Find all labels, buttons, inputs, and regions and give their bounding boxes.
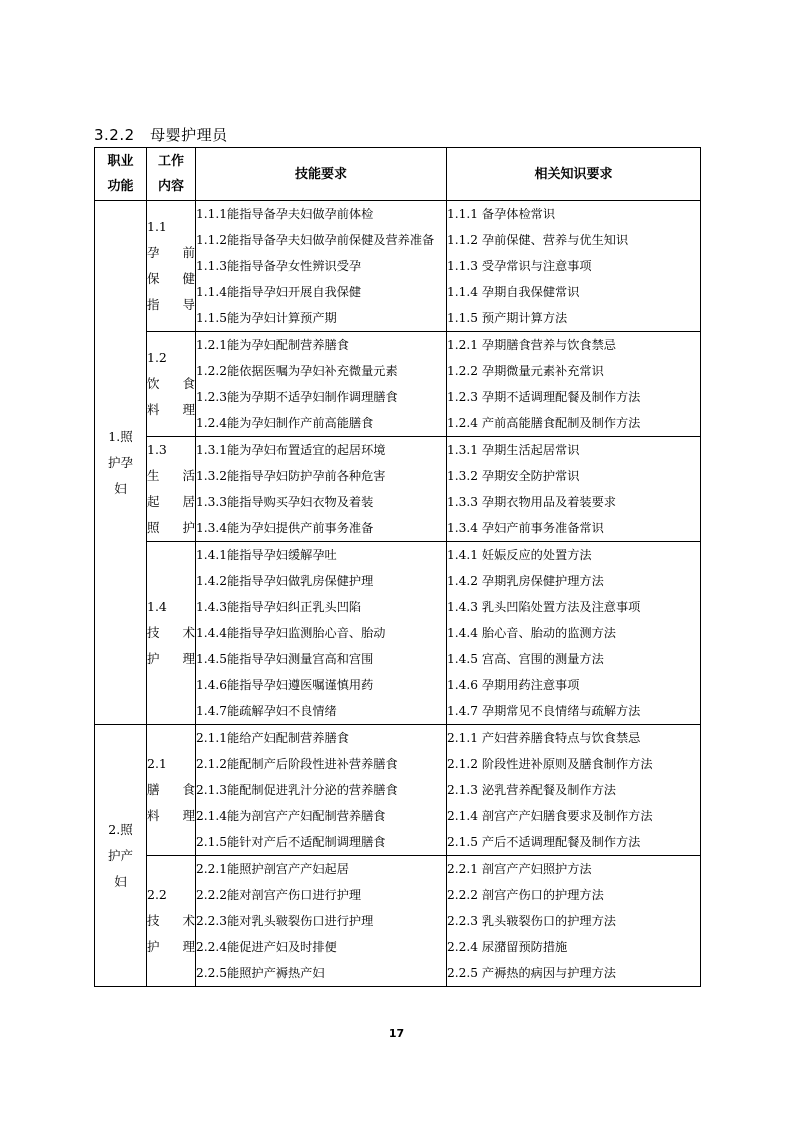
skill-item: 1.3.1能为孕妇布置适宜的起居环境 bbox=[196, 443, 386, 457]
knowledge-item: 1.1.2 孕前保健、营养与优生知识 bbox=[447, 233, 629, 247]
knowledge-item: 1.4.4 胎心音、胎动的监测方法 bbox=[447, 626, 616, 640]
knowledge-item: 2.2.2 剖宫产伤口的护理方法 bbox=[447, 888, 604, 902]
skill-item: 1.1.1能指导备孕夫妇做孕前体检 bbox=[196, 207, 374, 221]
header-work-line-2: 内容 bbox=[157, 179, 184, 194]
knowledge-item: 1.2.3 孕期不适调理配餐及制作方法 bbox=[447, 390, 641, 404]
header-function-line-1: 职业 bbox=[107, 154, 134, 169]
header-function bbox=[95, 148, 147, 201]
knowledge-item: 1.4.6 孕期用药注意事项 bbox=[447, 678, 580, 692]
knowledge-cell bbox=[447, 332, 701, 437]
skill-item: 2.1.3能配制促进乳汁分泌的营养膳食 bbox=[196, 783, 398, 797]
skills-cell bbox=[196, 437, 447, 542]
work-label-line: 料理 bbox=[147, 402, 195, 417]
table-row bbox=[95, 201, 701, 332]
work-content-cell bbox=[147, 437, 196, 542]
work-label-line: 生活 bbox=[147, 468, 195, 483]
function-label-line: 1.照 bbox=[108, 428, 133, 444]
work-label-line: 2.1 bbox=[147, 756, 167, 771]
work-content-cell bbox=[147, 725, 196, 856]
knowledge-item: 2.1.4 剖宫产产妇膳食要求及制作方法 bbox=[447, 809, 653, 823]
work-label-line: 技术 bbox=[147, 625, 195, 640]
knowledge-item: 1.1.5 预产期计算方法 bbox=[447, 311, 568, 325]
header-knowledge: 相关知识要求 bbox=[447, 148, 701, 201]
skill-item: 1.3.4能为孕妇提供产前事务准备 bbox=[196, 521, 374, 535]
page-number: 17 bbox=[388, 1027, 405, 1040]
knowledge-item: 1.4.5 宫高、宫围的测量方法 bbox=[447, 652, 604, 666]
knowledge-item: 1.2.4 产前高能膳食配制及制作方法 bbox=[447, 416, 641, 430]
knowledge-item: 2.2.3 乳头皲裂伤口的护理方法 bbox=[447, 914, 616, 928]
knowledge-item: 2.2.1 剖宫产产妇照护方法 bbox=[447, 862, 592, 876]
skill-item: 1.1.5能为孕妇计算预产期 bbox=[196, 311, 337, 325]
knowledge-item: 1.3.1 孕期生活起居常识 bbox=[447, 443, 580, 457]
skill-item: 2.1.1能给产妇配制营养膳食 bbox=[196, 731, 349, 745]
header-work bbox=[147, 148, 196, 201]
skill-item: 2.1.2能配制产后阶段性进补营养膳食 bbox=[196, 757, 398, 771]
skill-item: 1.2.1能为孕妇配制营养膳食 bbox=[196, 338, 349, 352]
skill-item: 2.1.4能为剖宫产产妇配制营养膳食 bbox=[196, 809, 386, 823]
skill-item: 1.4.5能指导孕妇测量宫高和宫围 bbox=[196, 652, 374, 666]
knowledge-item: 1.4.2 孕期乳房保健护理方法 bbox=[447, 574, 604, 588]
work-label-line: 膳食 bbox=[147, 782, 195, 797]
knowledge-item: 1.3.3 孕期衣物用品及着装要求 bbox=[447, 495, 616, 509]
work-label-line: 饮食 bbox=[147, 376, 195, 391]
table-row bbox=[95, 437, 701, 542]
table-row bbox=[95, 856, 701, 987]
skill-item: 1.4.7能疏解孕妇不良情绪 bbox=[196, 704, 337, 718]
function-label-line: 妇 bbox=[114, 873, 127, 889]
knowledge-item: 2.1.3 泌乳营养配餐及制作方法 bbox=[447, 783, 616, 797]
knowledge-cell bbox=[447, 542, 701, 725]
work-label-line: 指导 bbox=[147, 297, 195, 312]
skill-item: 1.2.2能依据医嘱为孕妇补充微量元素 bbox=[196, 364, 398, 378]
table-header-row bbox=[95, 148, 701, 201]
skill-requirements-table bbox=[94, 147, 701, 987]
skills-cell bbox=[196, 332, 447, 437]
knowledge-cell bbox=[447, 437, 701, 542]
work-label-line: 护理 bbox=[147, 939, 195, 954]
skill-item: 1.4.6能指导孕妇遵医嘱谨慎用药 bbox=[196, 678, 374, 692]
skills-cell bbox=[196, 201, 447, 332]
knowledge-item: 1.4.3 乳头凹陷处置方法及注意事项 bbox=[447, 600, 641, 614]
knowledge-item: 1.1.3 受孕常识与注意事项 bbox=[447, 259, 592, 273]
work-label-line: 保健 bbox=[147, 271, 195, 286]
knowledge-item: 1.4.1 妊娠反应的处置方法 bbox=[447, 548, 592, 562]
knowledge-item: 1.4.7 孕期常见不良情绪与疏解方法 bbox=[447, 704, 641, 718]
skill-item: 2.2.1能照护剖宫产产妇起居 bbox=[196, 862, 349, 876]
knowledge-item: 2.1.5 产后不适调理配餐及制作方法 bbox=[447, 835, 641, 849]
work-label-line: 料理 bbox=[147, 808, 195, 823]
function-label-line: 护产 bbox=[107, 847, 133, 863]
skills-cell bbox=[196, 542, 447, 725]
knowledge-item: 1.3.4 孕妇产前事务准备常识 bbox=[447, 521, 604, 535]
skill-item: 1.1.2能指导备孕夫妇做孕前保健及营养准备 bbox=[196, 233, 435, 247]
work-label-line: 孕前 bbox=[147, 245, 195, 260]
table-row bbox=[95, 332, 701, 437]
knowledge-item: 2.1.1 产妇营养膳食特点与饮食禁忌 bbox=[447, 731, 641, 745]
skill-item: 2.2.2能对剖宫产伤口进行护理 bbox=[196, 888, 362, 902]
knowledge-item: 1.2.2 孕期微量元素补充常识 bbox=[447, 364, 604, 378]
skill-item: 1.3.3能指导购买孕妇衣物及着装 bbox=[196, 495, 374, 509]
skills-cell bbox=[196, 856, 447, 987]
skill-item: 1.2.3能为孕期不适孕妇制作调理膳食 bbox=[196, 390, 398, 404]
work-label-line: 护理 bbox=[147, 651, 195, 666]
header-skills: 技能要求 bbox=[196, 148, 447, 201]
skill-item: 1.3.2能指导孕妇防护孕前各种危害 bbox=[196, 469, 386, 483]
knowledge-item: 1.2.1 孕期膳食营养与饮食禁忌 bbox=[447, 338, 616, 352]
skill-item: 1.2.4能为孕妇制作产前高能膳食 bbox=[196, 416, 374, 430]
table-row bbox=[95, 725, 701, 856]
knowledge-item: 1.1.4 孕期自我保健常识 bbox=[447, 285, 580, 299]
knowledge-item: 2.2.4 尿潴留预防措施 bbox=[447, 940, 568, 954]
function-cell bbox=[95, 725, 147, 987]
work-content-cell bbox=[147, 542, 196, 725]
function-label-line: 护孕 bbox=[107, 454, 133, 470]
header-work-line-1: 工作 bbox=[157, 154, 184, 169]
table-body bbox=[95, 201, 701, 987]
skill-item: 2.1.5能针对产后不适配制调理膳食 bbox=[196, 835, 386, 849]
work-label-line: 1.1 bbox=[147, 219, 167, 234]
work-label-line: 1.4 bbox=[147, 599, 167, 614]
knowledge-cell bbox=[447, 201, 701, 332]
skill-item: 2.2.3能对乳头皲裂伤口进行护理 bbox=[196, 914, 374, 928]
knowledge-cell bbox=[447, 725, 701, 856]
knowledge-item: 1.1.1 备孕体检常识 bbox=[447, 207, 556, 221]
skill-item: 1.4.2能指导孕妇做乳房保健护理 bbox=[196, 574, 374, 588]
skill-item: 1.1.4能指导孕妇开展自我保健 bbox=[196, 285, 362, 299]
work-label-line: 1.3 bbox=[147, 442, 167, 457]
work-label-line: 技术 bbox=[147, 913, 195, 928]
skill-item: 1.1.3能指导备孕女性辨识受孕 bbox=[196, 259, 362, 273]
section-title: 3.2.2 母婴护理员 bbox=[94, 126, 228, 144]
function-label-line: 2.照 bbox=[108, 821, 133, 837]
knowledge-item: 2.2.5 产褥热的病因与护理方法 bbox=[447, 966, 616, 980]
knowledge-item: 2.1.2 阶段性进补原则及膳食制作方法 bbox=[447, 757, 653, 771]
header-function-line-2: 功能 bbox=[107, 179, 134, 194]
work-content-cell bbox=[147, 856, 196, 987]
work-label-line: 1.2 bbox=[147, 350, 167, 365]
skill-item: 1.4.1能指导孕妇缓解孕吐 bbox=[196, 548, 337, 562]
work-content-cell bbox=[147, 201, 196, 332]
knowledge-item: 1.3.2 孕期安全防护常识 bbox=[447, 469, 580, 483]
work-label-line: 照护 bbox=[147, 520, 195, 535]
skill-item: 1.4.3能指导孕妇纠正乳头凹陷 bbox=[196, 600, 362, 614]
skill-item: 2.2.5能照护产褥热产妇 bbox=[196, 966, 325, 980]
skill-item: 1.4.4能指导孕妇监测胎心音、胎动 bbox=[196, 626, 386, 640]
table-row bbox=[95, 542, 701, 725]
function-cell bbox=[95, 201, 147, 725]
skill-item: 2.2.4能促进产妇及时排便 bbox=[196, 940, 337, 954]
work-content-cell bbox=[147, 332, 196, 437]
knowledge-cell bbox=[447, 856, 701, 987]
skills-cell bbox=[196, 725, 447, 856]
work-label-line: 起居 bbox=[147, 494, 195, 509]
function-label-line: 妇 bbox=[114, 480, 127, 496]
work-label-line: 2.2 bbox=[147, 887, 167, 902]
